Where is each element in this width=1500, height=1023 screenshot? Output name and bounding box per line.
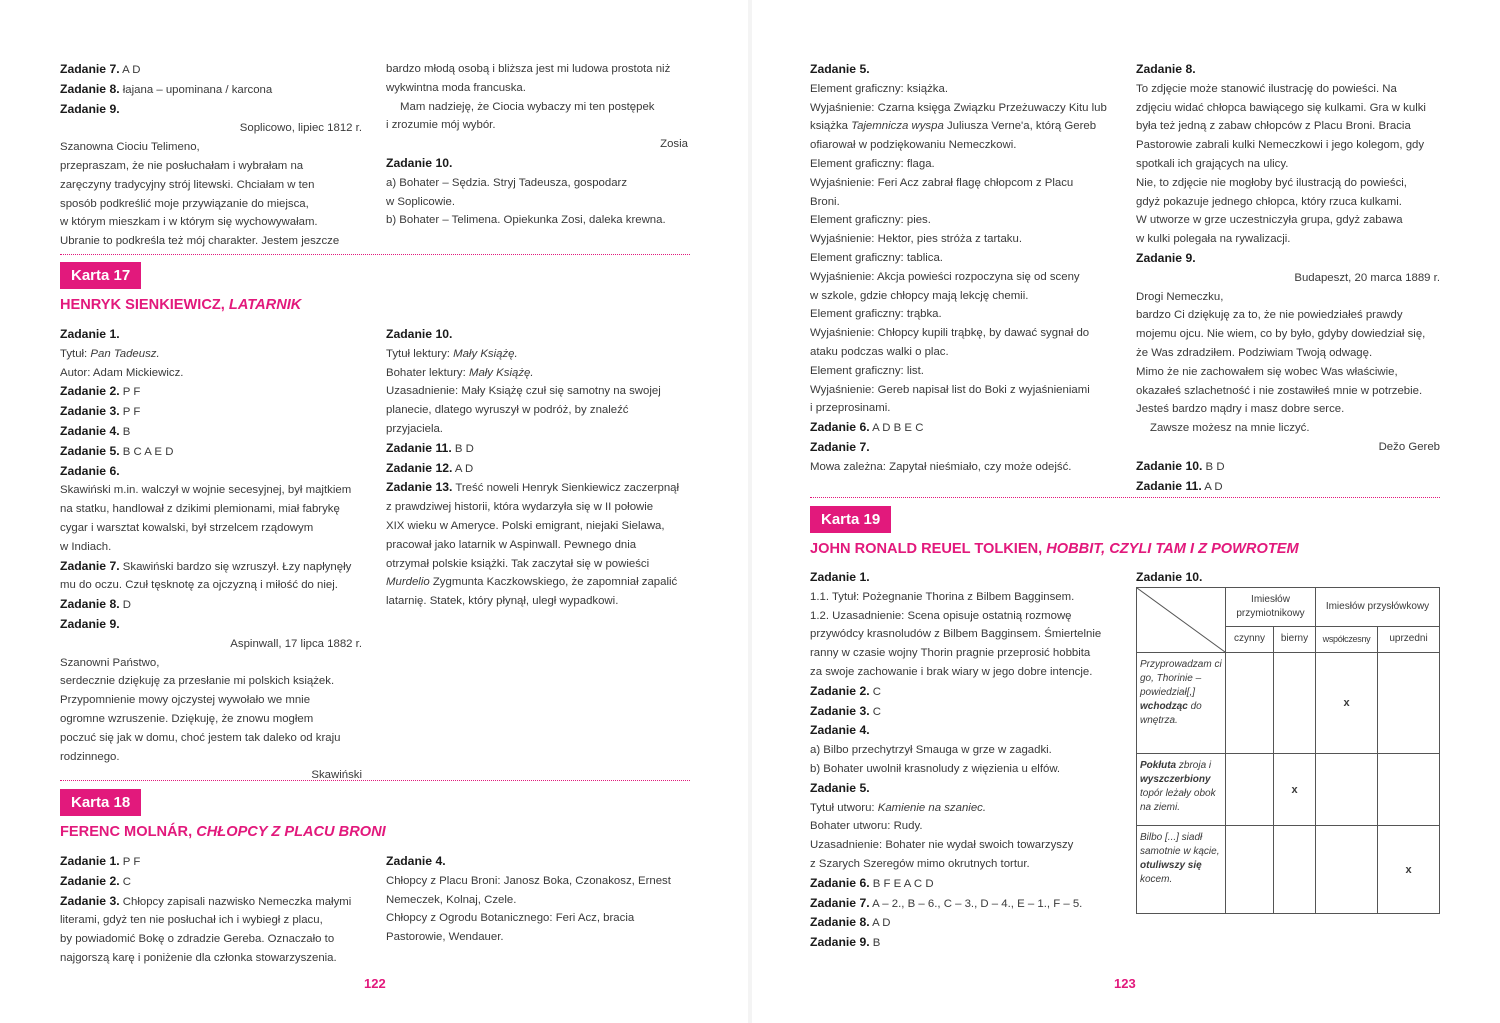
text-line: Skawiński m.in. walczył w wojnie secesyjnej, był majtkiem: [60, 484, 352, 497]
text-line: rodzinnego.: [60, 750, 120, 763]
mark-cell: [1378, 754, 1440, 826]
task-line: Zadanie 7.: [810, 439, 870, 454]
text-line: Mowa zależna: Zapytał nieśmiało, czy może odejść.: [810, 460, 1072, 473]
left-top-col1: [60, 60, 362, 251]
karta17-work: LATARNIK: [228, 297, 302, 313]
text-line: Element graficzny: tablica.: [810, 251, 943, 264]
diagonal-line: [1137, 588, 1225, 652]
task-line: Zadanie 9.: [1136, 250, 1196, 265]
table-row: [1137, 754, 1440, 826]
text-line: Wyjaśnienie: Feri Acz zabrał flagę chłopcom z Placu: [810, 176, 1074, 189]
karta18-badge: Karta 18: [60, 789, 141, 816]
sentence-part: do wnętrza.: [1140, 701, 1202, 726]
text-line: ranny w czasie wojny Thorin pragnie przeprosić hobbita: [810, 647, 1091, 660]
text-line: Autor: Adam Mickiewicz.: [60, 366, 184, 379]
sentence-part: kocem.: [1140, 874, 1173, 885]
text-line: przywódcy krasnoludów z Bilbem Bagginsem. Śmiertelnie: [810, 628, 1102, 641]
text-line: że Was zdradziłem. Podziwiam Twoją odwagę.: [1136, 346, 1373, 359]
table-label: [1136, 568, 1202, 587]
text-line: Chłopcy z Ogrodu Botanicznego: Feri Acz, bracia: [386, 912, 635, 925]
task-line: Zadanie 1.: [810, 570, 870, 584]
text-line: Tytuł lektury: Mały Książę.: [386, 347, 518, 360]
imieslow-table: [1136, 587, 1440, 914]
karta18-col1: [60, 852, 362, 968]
sentence-part: Pokłuta: [1140, 760, 1177, 771]
text-line: Element graficzny: flaga.: [810, 157, 935, 170]
mark-cell: [1316, 754, 1378, 826]
task-line: Zadanie 9.: [60, 101, 120, 116]
separator: [60, 254, 690, 255]
text-line: Broni.: [810, 195, 840, 208]
text-line: zaręczyny tradycyjny strój litewski. Chciałam w ten: [60, 178, 315, 191]
text-line: Chłopcy z Placu Broni: Janosz Boka, Czonakosz, Ernest: [386, 874, 671, 887]
left-top-col2: [386, 60, 688, 230]
text-line: przyjaciela.: [386, 422, 443, 435]
text-line: Bohater lektury: Mały Książę.: [386, 366, 534, 379]
karta17-title: [60, 296, 301, 315]
text-line: wykwintna moda francuska.: [386, 81, 526, 94]
text-line: XIX wieku w Ameryce. Polski emigrant, niejaki Sielawa,: [386, 519, 665, 532]
text-line: Element graficzny: książka.: [810, 82, 949, 95]
task-line: Zadanie 6. A D B E C: [810, 420, 924, 435]
karta18-work: CHŁOPCY Z PLACU BRONI: [196, 824, 386, 840]
text-line: Ubranie to podkreśla też mój charakter. Jestem jeszcze: [60, 235, 340, 248]
task-line: Zadanie 2. C: [60, 873, 132, 888]
text-line: Uzasadnienie: Bohater nie wydał swoich towarzyszy: [810, 839, 1074, 852]
text-line: Szanowna Ciociu Telimeno,: [60, 141, 200, 154]
text-line: Drogi Nemeczku,: [1136, 290, 1224, 303]
sentence-part: Bilbo [...] siadł samotnie w kącie,: [1140, 832, 1220, 857]
mark-cell: [1316, 826, 1378, 914]
text-line: Element graficzny: trąbka.: [810, 308, 942, 321]
text-line: na statku, handlował z dzikimi plemionami, miał fabrykę: [60, 503, 340, 516]
text-line: Murdelio Zygmunta Kaczkowskiego, że zapomniał zapalić: [386, 576, 678, 589]
task-line: Zadanie 8. łajana – upominana / karcona: [60, 81, 273, 96]
text-line: Zawsze możesz na mnie liczyć.: [1150, 422, 1310, 435]
right-top-col1: [810, 60, 1116, 477]
text-line: Wyjaśnienie: Chłopcy kupili trąbkę, by dawać sygnał do: [810, 327, 1090, 340]
table-diagonal-cell: [1137, 588, 1226, 653]
text-line: mu do oczu. Czuł tęsknotę za ojczyzną i miłość do niej.: [60, 579, 338, 592]
karta17-author: HENRYK SIENKIEWICZ,: [60, 297, 229, 313]
text-line: ofiarował w podziękowaniu Nemeczkowi.: [810, 139, 1017, 152]
text-line: cygar i warsztat kowalski, był strzelcem rządowym: [60, 521, 314, 534]
karta18-author: FERENC MOLNÁR,: [60, 824, 197, 840]
mark-cell: [1226, 754, 1274, 826]
mark-cell: [1274, 826, 1316, 914]
task-line: Zadanie 3. Chłopcy zapisali nazwisko Nemeczka małymi: [60, 893, 352, 908]
zadanie-10-label: Zadanie 10.: [1136, 570, 1203, 584]
text-line: przepraszam, że nie posłuchałam i wybrałam na: [60, 159, 304, 172]
text-line: ataku podczas walki o plac.: [810, 345, 949, 358]
header-czynny: czynny: [1226, 626, 1274, 652]
header-przymiotnikowy: Imiesłów przymiotnikowy: [1226, 588, 1316, 627]
text-line: 1.1. Tytuł: Pożegnanie Thorina z Bilbem Bagginsem.: [810, 590, 1075, 603]
text-line: pracował jako latarnik w Aspinwall. Pewnego dnia: [386, 538, 637, 551]
row-sentence: [1137, 653, 1226, 754]
text-line: w Indiach.: [60, 540, 112, 553]
text-line: okazałeś szlachetność i nie zostawiłeś mnie w potrzebie.: [1136, 384, 1423, 397]
karta17-col2: [386, 325, 688, 611]
mark-cell: [1226, 653, 1274, 754]
text-line: za swoje zachowanie i brak wiary w jego dobre intencje.: [810, 665, 1093, 678]
text-line: była też jedną z zabaw chłopców z Placu Broni. Bracia: [1136, 120, 1411, 133]
karta17-col1: [60, 325, 362, 785]
header-wspolczesny: współczesny: [1316, 626, 1378, 652]
mark-cell: x: [1274, 754, 1316, 826]
karta19-col1: [810, 568, 1116, 953]
task-line: Zadanie 11. B D: [386, 440, 474, 455]
text-line: Szanowni Państwo,: [60, 656, 160, 669]
task-line: Zadanie 1.: [60, 327, 120, 341]
text-line: książka Tajemnicza wyspa Juliusza Verne'a, którą Gereb: [810, 120, 1097, 133]
text-line: a) Bohater – Sędzia. Stryj Tadeusza, gospodarz: [386, 176, 628, 189]
text-line: serdecznie dziękuję za przesłanie mi polskich książek.: [60, 675, 335, 688]
row-sentence: [1137, 754, 1226, 826]
text-line: Zosia: [660, 138, 688, 151]
text-line: Bohater utworu: Rudy.: [810, 820, 923, 833]
text-line: Jesteś bardzo mądry i masz dobre serce.: [1136, 403, 1345, 416]
text-line: Wyjaśnienie: Akcja powieści rozpoczyna się od sceny: [810, 270, 1080, 283]
karta19-author: JOHN RONALD REUEL TOLKIEN,: [810, 541, 1047, 557]
text-line: gdyż pokazuje jednego chłopca, który rzuca kulkami.: [1136, 195, 1402, 208]
text-line: planecie, dlatego wyruszył w podróż, by znaleźć: [386, 404, 629, 417]
text-line: najgorszą karę i poniżenie dla członka stowarzyszenia.: [60, 951, 337, 964]
text-line: Pastorowie zabrali kulki Nemeczkowi i jego kolegom, gdy: [1136, 139, 1425, 152]
page-number-left: 122: [364, 976, 386, 991]
task-line: Zadanie 2. P F: [60, 384, 141, 399]
task-line: Zadanie 11. A D: [1136, 478, 1223, 493]
sentence-part: wyszczerbiony: [1140, 774, 1211, 785]
task-line: Zadanie 2. C: [810, 683, 882, 698]
text-line: bardzo Ci dziękuję za to, że nie powiedziałeś prawdy: [1136, 309, 1403, 322]
text-line: mojemu ojcu. Nie wiem, co by było, gdyby dowiedział się,: [1136, 328, 1426, 341]
header-przyslowkowy: Imiesłów przysłówkowy: [1316, 588, 1440, 627]
separator: [60, 780, 690, 781]
text-line: Przypomnienie mowy ojczystej wywołało we mnie: [60, 694, 311, 707]
text-line: spotkali ich grających na ulicy.: [1136, 157, 1289, 170]
text-line: Mam nadzieję, że Ciocia wybaczy mi ten postępek: [400, 100, 655, 113]
text-line: literami, gdyż ten nie posłuchał ich i wybiegł z placu,: [60, 914, 323, 927]
task-line: Zadanie 5.: [810, 780, 870, 795]
task-line: Zadanie 8. D: [60, 597, 132, 612]
text-line: w którym mieszkam i w którym się wychowywałam.: [60, 216, 318, 229]
header-bierny: bierny: [1274, 626, 1316, 652]
task-line: Zadanie 4. B: [60, 423, 131, 438]
text-line: Soplicowo, lipiec 1812 r.: [239, 122, 362, 135]
text-line: Nie, to zdjęcie nie mogłoby być ilustracją do powieści,: [1136, 176, 1407, 189]
text-line: w Soplicowie.: [386, 195, 456, 208]
task-line: Zadanie 6.: [60, 463, 120, 478]
table-row: [1137, 826, 1440, 914]
text-line: Tytuł: Pan Tadeusz.: [60, 347, 160, 360]
task-line: Zadanie 8. A D: [810, 915, 891, 930]
separator: [810, 497, 1440, 498]
text-line: Budapeszt, 20 marca 1889 r.: [1294, 271, 1440, 284]
task-line: Zadanie 7. Skawiński bardzo się wzruszył. Łzy napłynęły: [60, 558, 352, 573]
page-number-right: 123: [1114, 976, 1136, 991]
sentence-part: wchodząc: [1140, 701, 1188, 712]
task-line: Zadanie 13. Treść noweli Henryk Sienkiewicz zaczerpnął: [386, 480, 680, 495]
task-line: Zadanie 12. A D: [386, 460, 474, 475]
mark-cell: [1226, 826, 1274, 914]
sentence-part: otuliwszy się: [1140, 860, 1202, 871]
text-line: Element graficzny: pies.: [810, 214, 931, 227]
task-line: Zadanie 6. B F E A C D: [810, 875, 934, 890]
task-line: Zadanie 9.: [60, 616, 120, 631]
text-line: b) Bohater uwolnił krasnoludy z więzienia u elfów.: [810, 762, 1061, 775]
text-line: latarnię. Statek, który płynął, uległ wypadkowi.: [386, 595, 619, 608]
text-line: bardzo młodą osobą i bliższa jest mi ludowa prostota niż: [386, 63, 671, 75]
row-sentence: [1137, 826, 1226, 914]
task-line: Zadanie 7. A – 2., B – 6., C – 3., D – 4., E – 1., F – 5.: [810, 895, 1083, 910]
karta19-badge: Karta 19: [810, 506, 891, 533]
task-line: Zadanie 1. P F: [60, 854, 141, 868]
text-line: zdjęciu widać chłopca bawiącego się kulkami. Gra w kulki: [1136, 101, 1426, 114]
sentence-part: Przyprowadzam ci go, Thorinie – powiedział[,]: [1140, 659, 1222, 698]
text-line: a) Bilbo przechytrzył Smauga w grze w zagadki.: [810, 744, 1052, 757]
text-line: Dežo Gereb: [1378, 440, 1440, 453]
right-top-col2: [1136, 60, 1440, 496]
text-line: i zrozumie mój wybór.: [386, 119, 496, 132]
task-line: Zadanie 5.: [810, 62, 870, 76]
text-line: z prawdziwej historii, która wydarzyła się w II połowie: [386, 501, 654, 514]
text-line: 1.2. Uzasadnienie: Scena opisuje ostatnią rozmowę: [810, 609, 1072, 622]
task-line: Zadanie 5. B C A E D: [60, 443, 174, 458]
task-line: Zadanie 4.: [810, 723, 870, 738]
karta19-title: [810, 540, 1299, 559]
text-line: Element graficzny: list.: [810, 364, 924, 377]
text-line: sposób podkreślić moje przywiązanie do miejsca,: [60, 197, 309, 210]
mark-cell: x: [1378, 826, 1440, 914]
sentence-part: topór leżały obok na ziemi.: [1140, 788, 1216, 813]
task-line: Zadanie 10.: [386, 155, 453, 170]
text-line: w szkole, gdzie chłopcy mają lekcję chemii.: [810, 289, 1029, 302]
text-line: W utworze w grze uczestniczyła grupa, gdyż zabawa: [1136, 214, 1403, 227]
sentence-part: zbroja i: [1176, 760, 1212, 771]
header-uprzedni: uprzedni: [1378, 626, 1440, 652]
text-line: Uzasadnienie: Mały Książę czuł się samotny na swojej: [386, 385, 661, 398]
task-line: Zadanie 3. C: [810, 703, 882, 718]
task-line: Zadanie 4.: [386, 854, 446, 868]
task-line: Zadanie 10.: [386, 327, 453, 341]
text-line: otrzymał polskie książki. Tak zaczytał się w powieści: [386, 557, 650, 570]
task-line: Zadanie 7. A D: [60, 62, 141, 76]
text-line: Wyjaśnienie: Czarna księga Związku Przeżuwaczy Kitu lub: [810, 101, 1107, 114]
text-line: ogromne wzruszenie. Dziękuję, że znowu mogłem: [60, 712, 314, 725]
text-line: i przeprosinami.: [810, 402, 891, 415]
text-line: Aspinwall, 17 lipca 1882 r.: [230, 637, 362, 650]
text-line: Wyjaśnienie: Gereb napisał list do Boki z wyjaśnieniami: [810, 383, 1090, 396]
page-gutter: [748, 0, 752, 1023]
mark-cell: [1378, 653, 1440, 754]
text-line: Wyjaśnienie: Hektor, pies stróża z tartaku.: [810, 233, 1022, 246]
karta18-title: [60, 823, 386, 842]
text-line: by powiadomić Bokę o zdradzie Gereba. Oznaczało to: [60, 933, 335, 946]
text-line: Nemeczek, Kolnaj, Czele.: [386, 893, 517, 906]
text-line: Tytuł utworu: Kamienie na szaniec.: [810, 801, 987, 814]
text-line: To zdjęcie może stanowić ilustrację do powieści. Na: [1136, 82, 1397, 95]
task-line: Zadanie 3. P F: [60, 404, 141, 419]
text-line: b) Bohater – Telimena. Opiekunka Zosi, daleka krewna.: [386, 214, 666, 227]
karta18-col2: [386, 852, 688, 947]
text-line: z Szarych Szeregów mimo okrutnych tortur.: [810, 857, 1030, 870]
task-line: Zadanie 9. B: [810, 935, 881, 950]
mark-cell: [1274, 653, 1316, 754]
text-line: Skawiński: [311, 769, 362, 782]
karta19-work: HOBBIT, CZYLI TAM I Z POWROTEM: [1046, 541, 1299, 557]
task-line: Zadanie 10. B D: [1136, 458, 1225, 473]
karta17-badge: Karta 17: [60, 262, 141, 289]
text-line: w kulki polegała na rywalizacji.: [1136, 233, 1291, 246]
task-line: Zadanie 8.: [1136, 62, 1196, 76]
text-line: Mimo że nie zachowałem się wobec Was właściwie,: [1136, 365, 1398, 378]
table-row: [1137, 653, 1440, 754]
text-line: poczuć się jak w domu, choć jestem tak daleko od kraju: [60, 731, 341, 744]
text-line: Pastorowie, Wendauer.: [386, 931, 504, 944]
mark-cell: x: [1316, 653, 1378, 754]
